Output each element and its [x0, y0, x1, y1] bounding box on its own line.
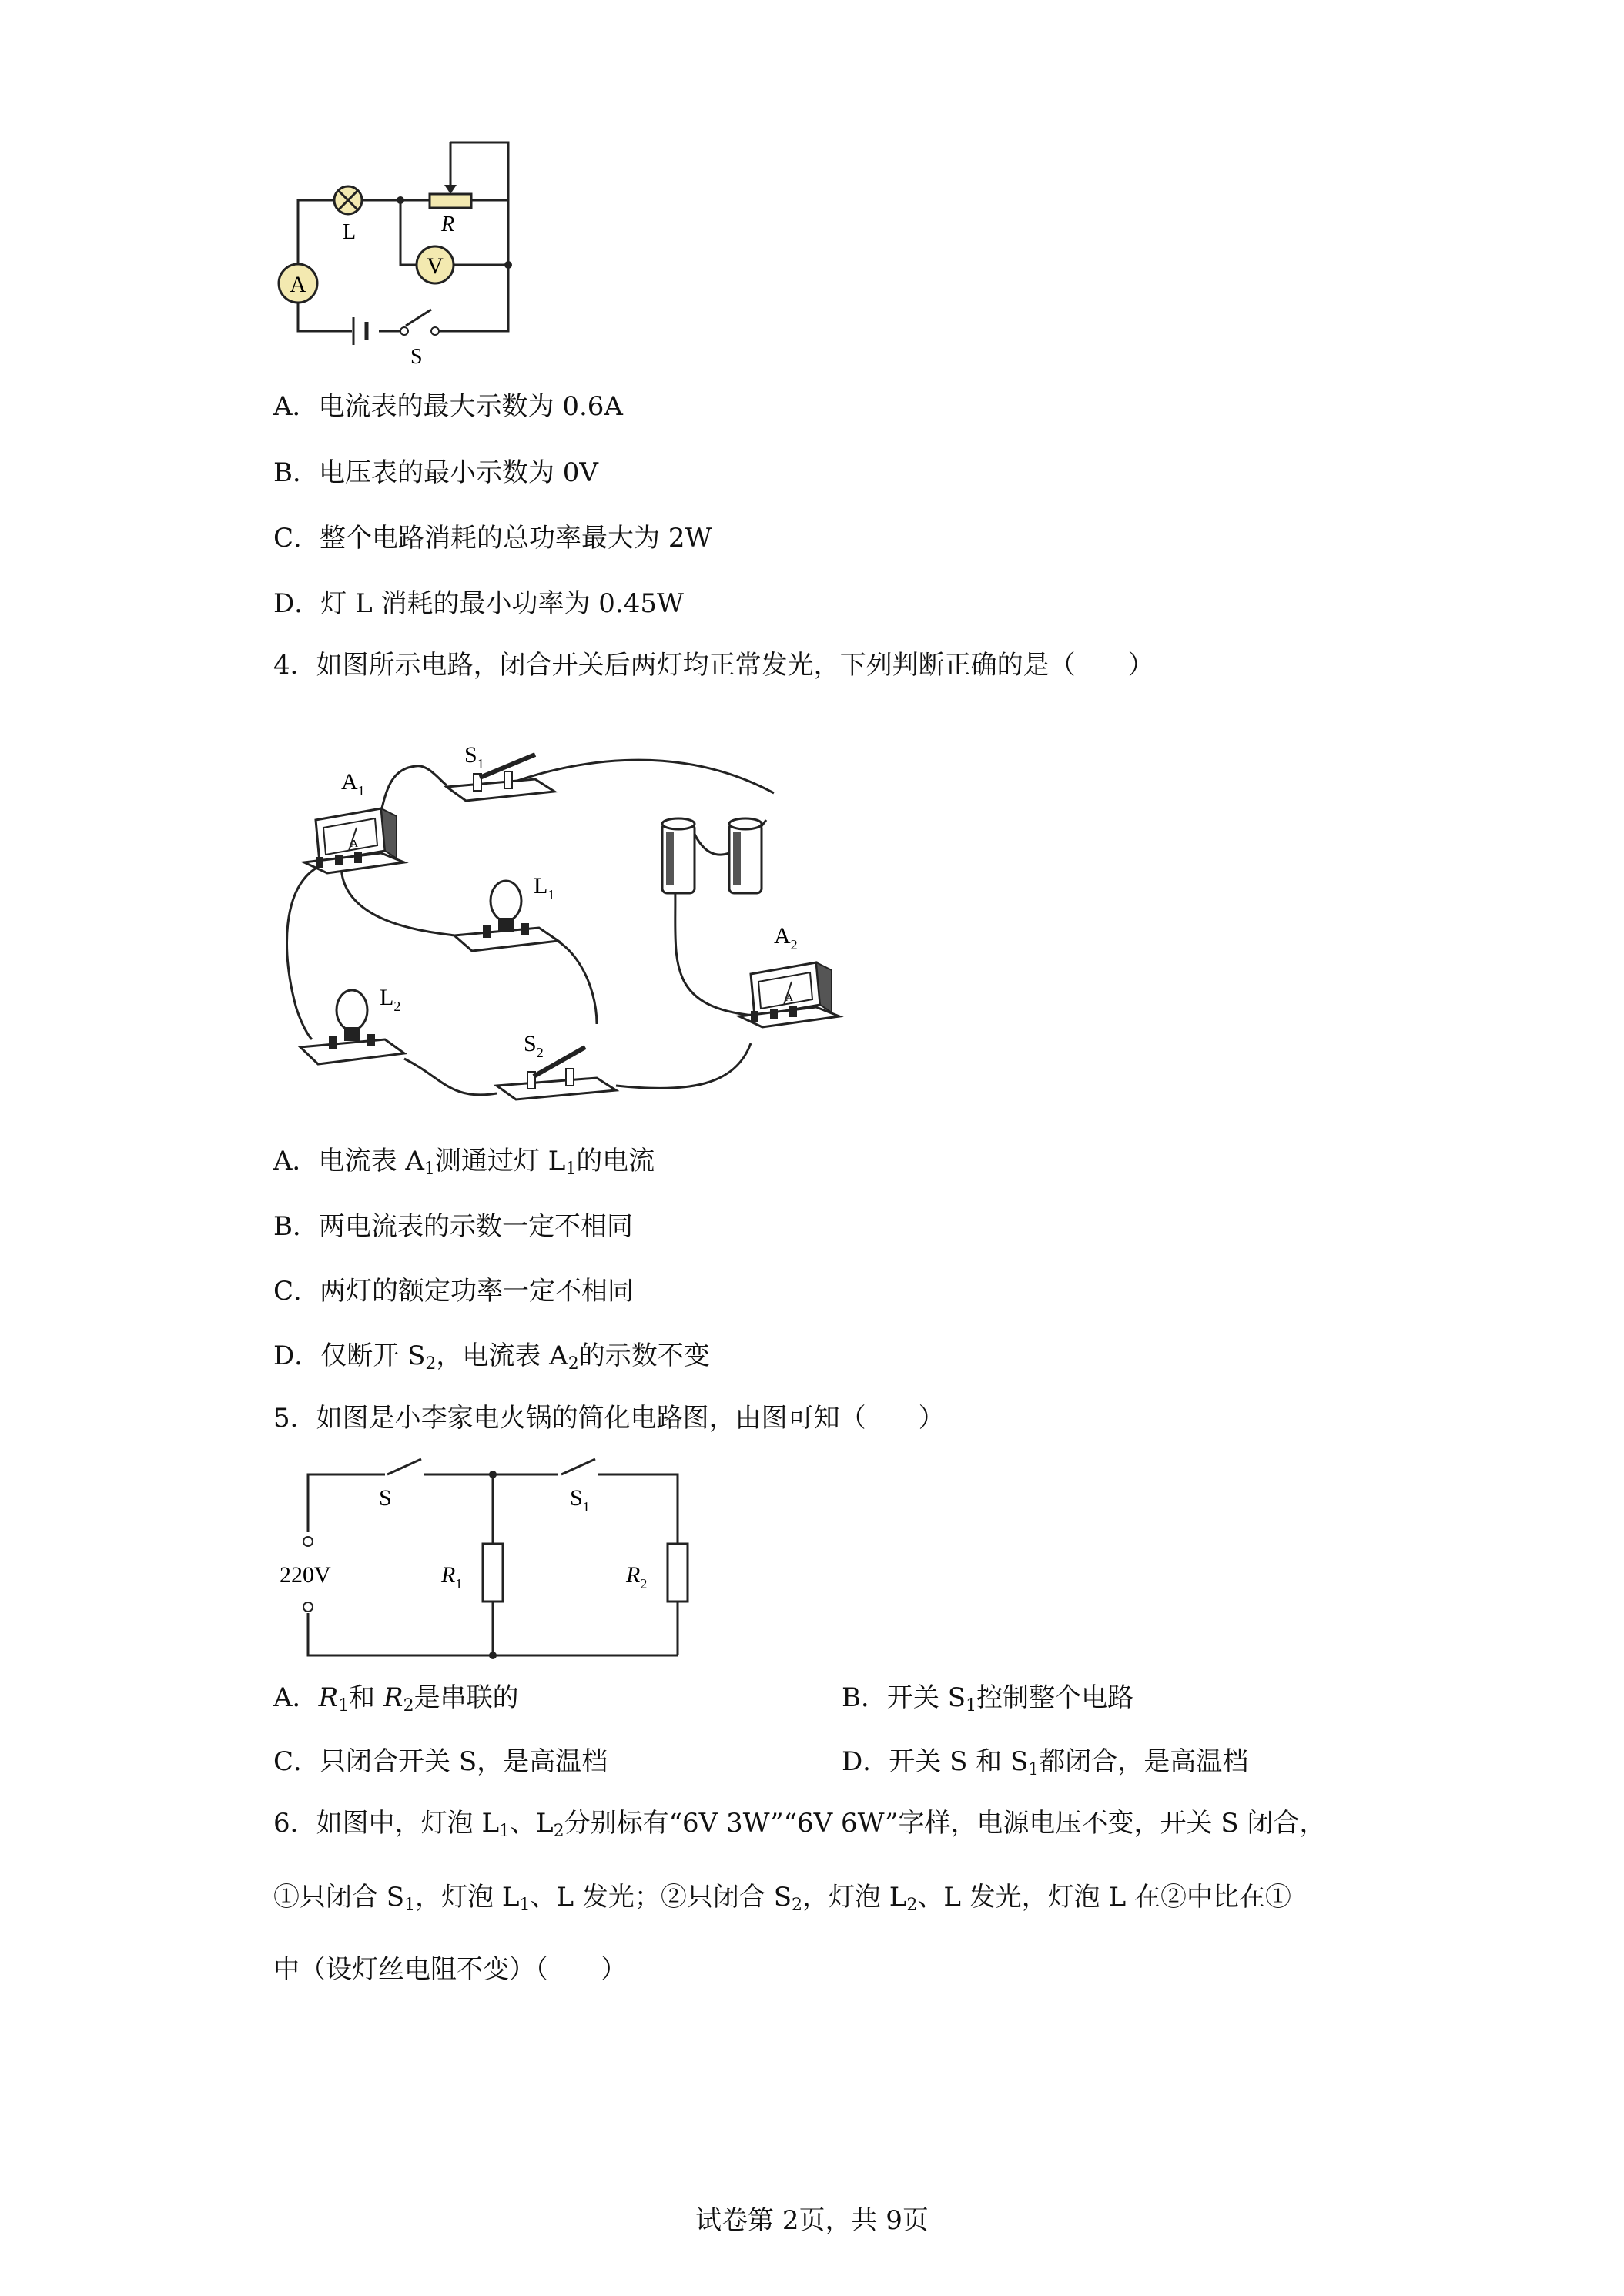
q4-option-a: A．电流表 $A_1$测通过灯 $L_1$的电流: [273, 1146, 655, 1179]
ammeter-a1-icon: [304, 808, 404, 873]
q3-option-a: A．电流表的最大示数为 0.6A: [273, 391, 623, 422]
q3-option-d: D．灯 L 消耗的最小功率为 0.45W: [273, 588, 684, 619]
page-footer: 试卷第 2页，共 9页: [695, 2205, 929, 2236]
a2-meter-letter: A: [785, 992, 794, 1004]
rheostat-label: R: [441, 213, 455, 236]
l2-label: $L_2$: [380, 985, 401, 1014]
s-label: S: [379, 1485, 392, 1511]
ammeter-a2-icon: [739, 962, 839, 1027]
q5-option-d: D．开关 S 和 $S_1$都闭合，是高温档: [842, 1746, 1249, 1779]
l1-label: $L_1$: [534, 873, 555, 902]
switch-s2-icon: [497, 1047, 616, 1099]
voltage-label: 220V: [280, 1562, 331, 1588]
switch-s1-icon: [447, 755, 554, 801]
s1-label-q5: $S_1$: [570, 1485, 590, 1514]
battery-icon: [662, 818, 762, 893]
q3-circuit-figure: [273, 139, 527, 370]
q5-option-c: C．只闭合开关 S，是高温档: [273, 1746, 608, 1777]
lamp-icon: [334, 186, 362, 214]
q4-physical-circuit-figure: [273, 708, 889, 1109]
r2-label: $R_2$: [626, 1562, 648, 1591]
voltmeter-label: V: [427, 253, 444, 279]
q4-option-d: D．仅断开 $S_2$，电流表 $A_2$的示数不变: [273, 1340, 710, 1374]
rheostat-arrow: [444, 185, 457, 194]
switch-label: S: [410, 345, 423, 369]
q6-line-1: 6．如图中，灯泡 $L_1$、$L_2$分别标有“6V 3W”“6V 6W”字样，电源电压不变，开关 S 闭合，: [273, 1808, 1326, 1841]
q3-option-b: B．电压表的最小示数为 0V: [273, 457, 598, 488]
q5-option-a: A．$R_1$和 $R_2$是串联的: [273, 1682, 519, 1715]
q4-option-b: B．两电流表的示数一定不相同: [273, 1211, 633, 1242]
ammeter-label: A: [290, 272, 306, 297]
s1-label: $S_1$: [464, 742, 484, 771]
resistor-r1-icon: [483, 1544, 503, 1602]
q6-line-3: 中（设灯丝电阻不变）（ ）: [273, 1954, 627, 1985]
q4-option-c: C．两灯的额定功率一定不相同: [273, 1276, 635, 1307]
resistor-r2-icon: [668, 1544, 688, 1602]
a1-meter-letter: A: [350, 838, 359, 850]
q5-stem: 5．如图是小李家电火锅的简化电路图，由图可知（ ）: [273, 1403, 945, 1434]
q5-hotpot-circuit-figure: [273, 1455, 705, 1671]
q3-option-c: C．整个电路消耗的总功率最大为 2W: [273, 523, 712, 554]
r1-label: $R_1$: [441, 1562, 463, 1591]
rheostat-icon: [430, 194, 471, 208]
a2-label: $A_2$: [774, 923, 798, 952]
q5-option-b: B．开关 $S_1$控制整个电路: [842, 1682, 1134, 1715]
q4-stem: 4．如图所示电路，闭合开关后两灯均正常发光，下列判断正确的是（ ）: [273, 650, 1154, 681]
a1-label: $A_1$: [341, 769, 365, 798]
lamp-label: L: [343, 220, 357, 244]
s2-label: $S_2$: [524, 1031, 544, 1060]
q6-line-2: ①只闭合 $S_1$，灯泡 $L_1$、L 发光；②只闭合 $S_2$，灯泡 $L_2$、L 发光，灯泡 L 在②中比在①: [273, 1882, 1291, 1915]
